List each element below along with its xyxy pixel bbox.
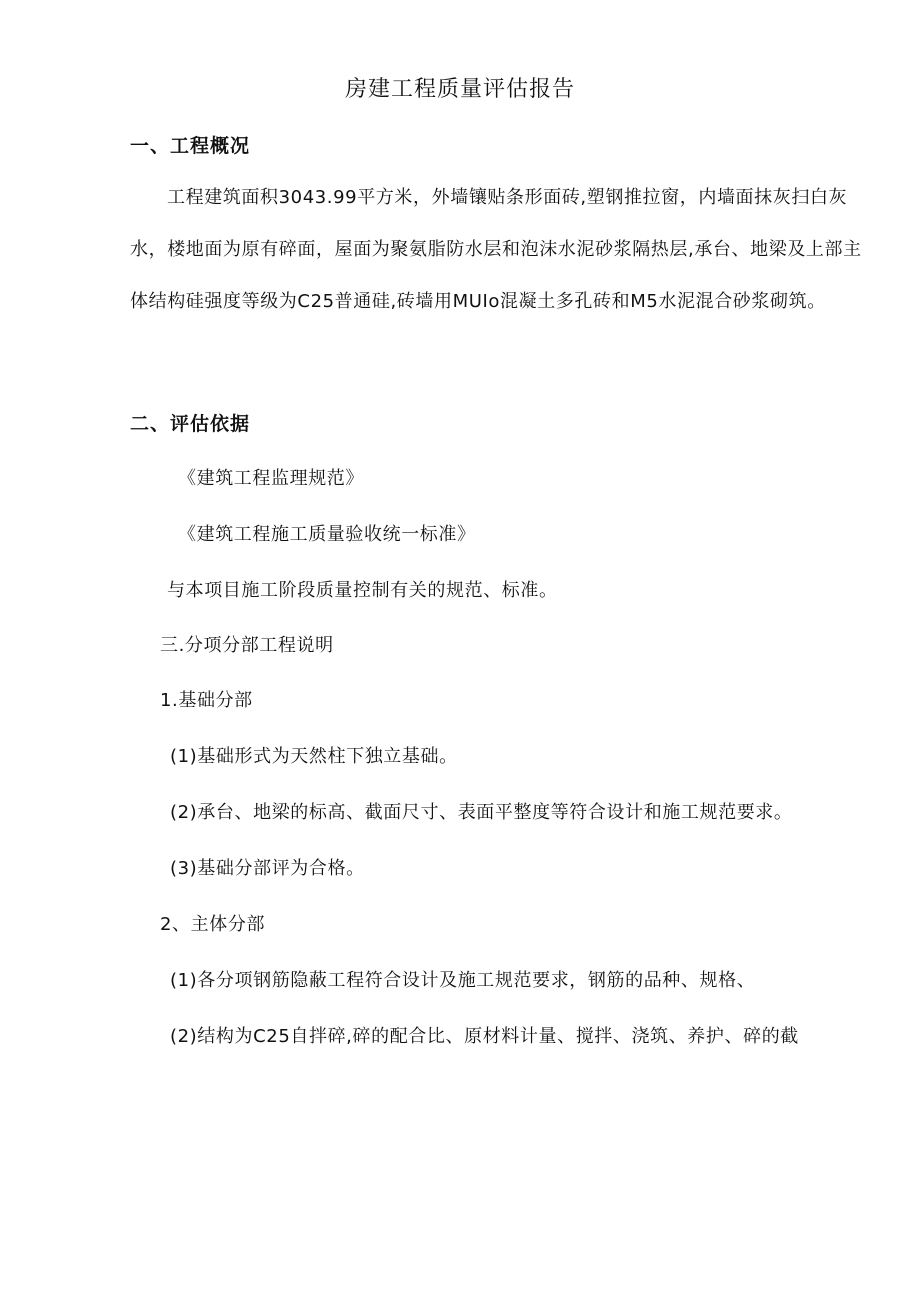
- document-title: 房建工程质量评估报告: [344, 77, 575, 102]
- section1-paragraph: 工程建筑面积3043.99平方米，外墙镶贴条形面砖,塑钢推拉窗，内墙面抹灰扫白灰水，楼地面为原有碎面，屋面为聚氨脂防水层和泡沫水泥砂浆隔热层,承台、地梁及上部主体结构硅强度等级为C25普通硅,砖墙用MUIo混凝土多孔砖和M5水泥混合砂浆砌筑。: [130, 187, 862, 312]
- section1-heading: 一、工程概况: [130, 135, 251, 157]
- sub1-item-2: (2)承台、地梁的标高、截面尺寸、表面平整度等符合设计和施工规范要求。: [170, 802, 793, 823]
- basis-item-3: 与本项目施工阶段质量控制有关的规范、标准。: [167, 580, 558, 601]
- sub2-item-2: (2)结构为C25自拌碎,碎的配合比、原材料计量、搅拌、浇筑、养护、碎的截: [170, 1026, 799, 1047]
- sub2-item-1: (1)各分项钢筋隐蔽工程符合设计及施工规范要求，钢筋的品种、规格、: [170, 970, 756, 991]
- basis-item-1: 《建筑工程监理规范》: [178, 468, 364, 489]
- sub1-item-3: (3)基础分部评为合格。: [170, 858, 365, 879]
- section2-heading: 二、评估依据: [130, 413, 251, 435]
- sub2-heading: 2、主体分部: [160, 914, 266, 935]
- sub1-heading: 1.基础分部: [160, 690, 253, 711]
- sub1-item-1: (1)基础形式为天然柱下独立基础。: [170, 746, 458, 767]
- section3-heading: 三.分项分部工程说明: [160, 635, 334, 656]
- basis-item-2: 《建筑工程施工质量验收统一标准》: [178, 524, 476, 545]
